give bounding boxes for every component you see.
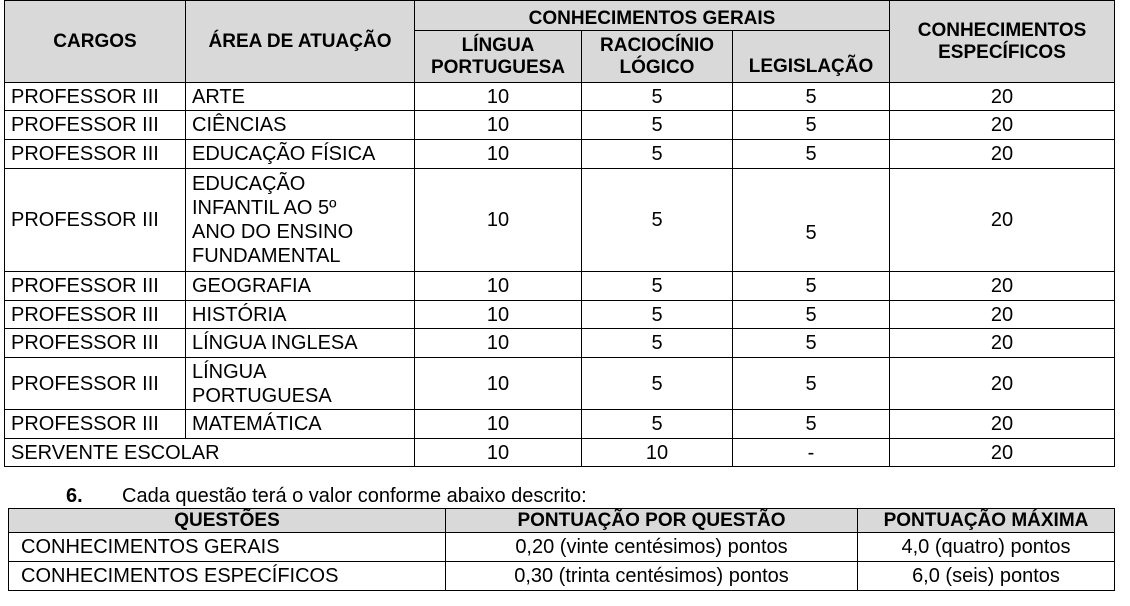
cell-conhecimentos-especificos: 20 xyxy=(890,83,1115,111)
cell-area: ARTE xyxy=(186,83,415,111)
header-lingua-portuguesa: LÍNGUA PORTUGUESA xyxy=(415,31,582,83)
cell-cargo: PROFESSOR III xyxy=(5,83,186,111)
cell-lingua-portuguesa: 10 xyxy=(415,111,582,140)
cell-lingua-portuguesa: 10 xyxy=(415,301,582,329)
cell-pontuacao-por-questao: 0,30 (trinta centésimos) pontos xyxy=(446,562,858,591)
cell-pontuacao-maxima: 4,0 (quatro) pontos xyxy=(858,533,1115,562)
table-row xyxy=(5,410,1115,439)
cell-pontuacao-por-questao: 0,20 (vinte centésimos) pontos xyxy=(446,533,858,562)
cell-area: HISTÓRIA xyxy=(186,301,415,329)
table-row xyxy=(5,83,1115,111)
cell-cargo: SERVENTE ESCOLAR xyxy=(5,439,415,467)
cell-area: CIÊNCIAS xyxy=(186,111,415,140)
cell-conhecimentos-especificos: 20 xyxy=(890,329,1115,358)
cell-lingua-portuguesa: 10 xyxy=(415,358,582,410)
cell-raciocinio-logico: 5 xyxy=(582,358,733,410)
cell-raciocinio-logico: 10 xyxy=(582,439,733,467)
header-pontuacao-por-questao: PONTUAÇÃO POR QUESTÃO xyxy=(446,509,858,533)
cell-cargo: PROFESSOR III xyxy=(5,329,186,358)
cell-cargo: PROFESSOR III xyxy=(5,410,186,439)
cell-legislacao: - xyxy=(733,439,890,467)
cell-area: GEOGRAFIA xyxy=(186,272,415,301)
cell-area: EDUCAÇÃO FÍSICA xyxy=(186,140,415,169)
cell-legislacao: 5 xyxy=(733,301,890,329)
cell-raciocinio-logico: 5 xyxy=(582,329,733,358)
header-cargos: CARGOS xyxy=(5,1,186,83)
header-area: ÁREA DE ATUAÇÃO xyxy=(186,1,415,83)
header-conhecimentos-gerais: CONHECIMENTOS GERAIS xyxy=(415,1,890,31)
cell-conhecimentos-especificos: 20 xyxy=(890,169,1115,272)
table-row xyxy=(5,140,1115,169)
cell-raciocinio-logico: 5 xyxy=(582,83,733,111)
cell-questao: CONHECIMENTOS ESPECÍFICOS xyxy=(9,562,446,591)
table-row xyxy=(9,533,1115,562)
cell-area: MATEMÁTICA xyxy=(186,410,415,439)
cell-cargo: PROFESSOR III xyxy=(5,169,186,272)
cell-legislacao: 5 xyxy=(733,358,890,410)
distribution-table xyxy=(4,0,1115,467)
cell-raciocinio-logico: 5 xyxy=(582,169,733,272)
cell-area: LÍNGUA PORTUGUESA xyxy=(186,358,415,410)
cell-conhecimentos-especificos: 20 xyxy=(890,410,1115,439)
cell-conhecimentos-especificos: 20 xyxy=(890,140,1115,169)
cell-conhecimentos-especificos: 20 xyxy=(890,439,1115,467)
table-row xyxy=(5,169,1115,272)
cell-raciocinio-logico: 5 xyxy=(582,111,733,140)
cell-conhecimentos-especificos: 20 xyxy=(890,111,1115,140)
section-number: 6. xyxy=(66,485,83,507)
cell-raciocinio-logico: 5 xyxy=(582,140,733,169)
cell-cargo: PROFESSOR III xyxy=(5,111,186,140)
section-text: Cada questão terá o valor conforme abaixo descrito: xyxy=(122,485,587,507)
header-conhecimentos-especificos: CONHECIMENTOS ESPECÍFICOS xyxy=(890,1,1115,83)
cell-legislacao: 5 xyxy=(733,410,890,439)
table-row xyxy=(5,301,1115,329)
table-row xyxy=(5,439,1115,467)
table-row xyxy=(5,272,1115,301)
cell-lingua-portuguesa: 10 xyxy=(415,83,582,111)
table-row xyxy=(5,111,1115,140)
cell-lingua-portuguesa: 10 xyxy=(415,329,582,358)
cell-pontuacao-maxima: 6,0 (seis) pontos xyxy=(858,562,1115,591)
cell-lingua-portuguesa: 10 xyxy=(415,410,582,439)
cell-legislacao: 5 xyxy=(733,111,890,140)
header-pontuacao-maxima: PONTUAÇÃO MÁXIMA xyxy=(858,509,1115,533)
cell-cargo: PROFESSOR III xyxy=(5,140,186,169)
cell-raciocinio-logico: 5 xyxy=(582,272,733,301)
cell-legislacao: 5 xyxy=(733,140,890,169)
score-table xyxy=(8,508,1115,591)
cell-raciocinio-logico: 5 xyxy=(582,301,733,329)
cell-raciocinio-logico: 5 xyxy=(582,410,733,439)
table-row xyxy=(9,562,1115,591)
cell-legislacao: 5 xyxy=(733,169,890,272)
cell-cargo: PROFESSOR III xyxy=(5,272,186,301)
cell-lingua-portuguesa: 10 xyxy=(415,140,582,169)
header-raciocinio-logico: RACIOCÍNIO LÓGICO xyxy=(582,31,733,83)
cell-legislacao: 5 xyxy=(733,272,890,301)
header-legislacao: LEGISLAÇÃO xyxy=(733,31,890,83)
cell-lingua-portuguesa: 10 xyxy=(415,439,582,467)
cell-legislacao: 5 xyxy=(733,329,890,358)
cell-area: LÍNGUA INGLESA xyxy=(186,329,415,358)
cell-area: EDUCAÇÃO INFANTIL AO 5º ANO DO ENSINO FUNDAMENTAL xyxy=(186,169,415,272)
cell-conhecimentos-especificos: 20 xyxy=(890,301,1115,329)
cell-conhecimentos-especificos: 20 xyxy=(890,272,1115,301)
cell-cargo: PROFESSOR III xyxy=(5,358,186,410)
cell-lingua-portuguesa: 10 xyxy=(415,169,582,272)
cell-lingua-portuguesa: 10 xyxy=(415,272,582,301)
section-6-heading xyxy=(66,484,587,508)
header-questoes: QUESTÕES xyxy=(9,509,446,533)
cell-questao: CONHECIMENTOS GERAIS xyxy=(9,533,446,562)
cell-conhecimentos-especificos: 20 xyxy=(890,358,1115,410)
table-row xyxy=(5,329,1115,358)
table-row xyxy=(5,358,1115,410)
cell-legislacao: 5 xyxy=(733,83,890,111)
cell-cargo: PROFESSOR III xyxy=(5,301,186,329)
